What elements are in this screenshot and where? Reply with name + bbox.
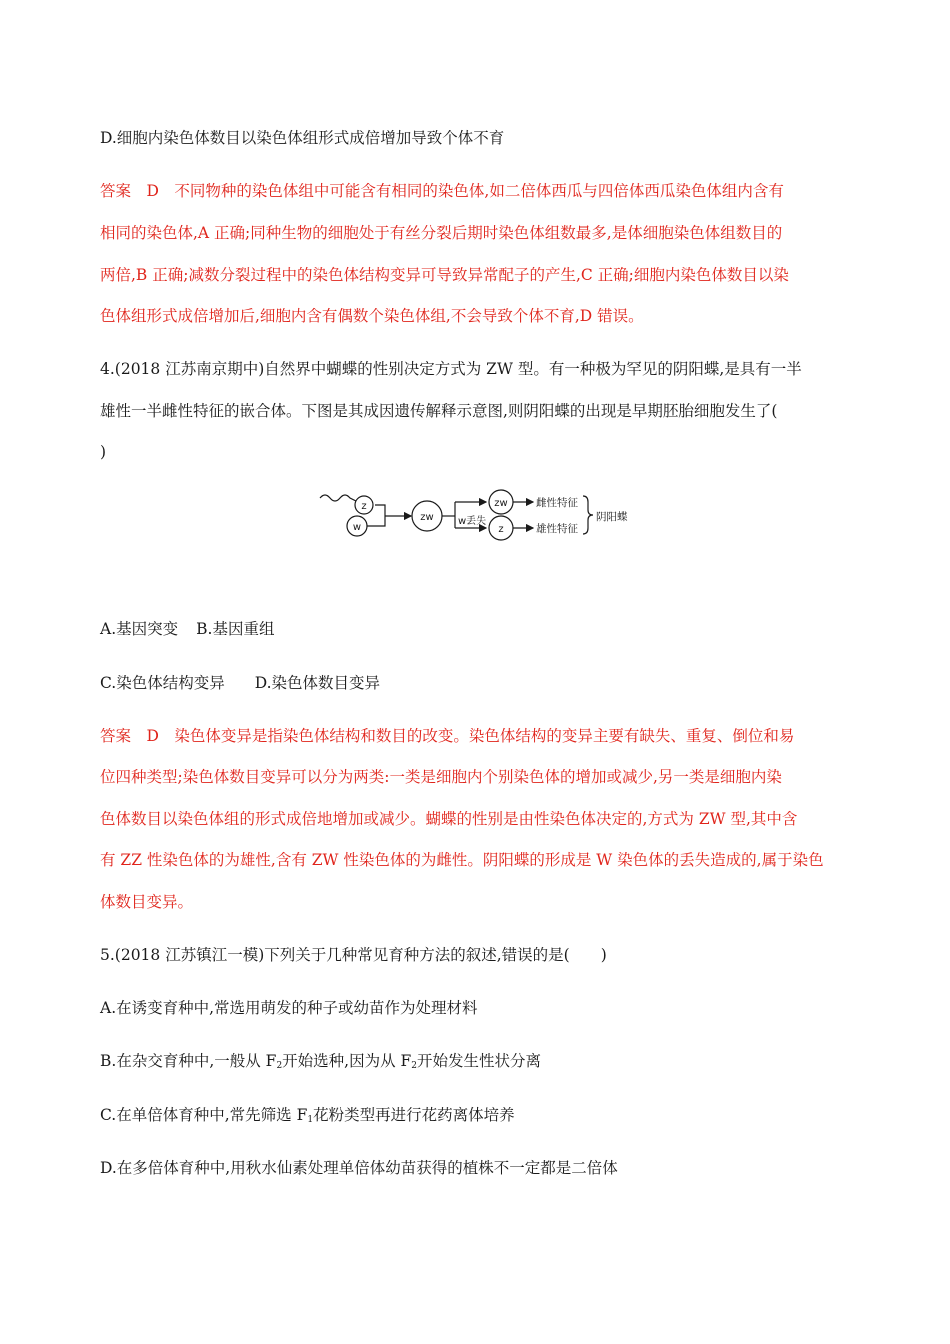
w-lost-label: w丢失 (458, 516, 487, 527)
inheritance-diagram (315, 486, 650, 548)
q3-answer-line: 两倍,B 正确;减数分裂过程中的染色体结构变异可导致异常配子的产生,C 正确;细胞内染色体数目以染 (100, 266, 789, 284)
q5-option-c-part: 花粉类型再进行花药离体培养 (313, 1106, 515, 1124)
gamete-w-label: w (352, 522, 362, 533)
q4-stem-line: ) (100, 443, 107, 461)
q5-option-c-part: C.在单倍体育种中,常先筛选 F (100, 1106, 308, 1124)
gamete-z-label: z (361, 501, 367, 512)
q5-option-b (100, 1051, 860, 1071)
q4-option-a: A.基因突变 (100, 620, 179, 638)
q5-stem: 5.(2018 江苏镇江一模)下列关于几种常见育种方法的叙述,错误的是( ) (100, 946, 607, 964)
q5-option-b-sub: 2 (411, 1061, 418, 1071)
q4-answer-line: 位四种类型;染色体数目变异可以分为两类:一类是细胞内个别染色体的增加或减少,另一类是细胞内染 (100, 768, 782, 786)
q5-option-a: A.在诱变育种中,常选用萌发的种子或幼苗作为处理材料 (100, 999, 478, 1017)
male-trait-label: 雄性特征 (536, 523, 578, 535)
q5-option-c (100, 1105, 860, 1125)
q4-answer-line: 体数目变异。 (100, 893, 194, 911)
q4-stem-line: 4.(2018 江苏南京期中)自然界中蝴蝶的性别决定方式为 ZW 型。有一种极为罕见的阴阳蝶,是具有一半 (100, 360, 802, 378)
q5-option-b-sub: 2 (276, 1061, 283, 1071)
result-brace (583, 496, 593, 534)
q4-option-b: B.基因重组 (196, 620, 275, 638)
q5-option-b-part: 开始发生性状分离 (417, 1052, 542, 1070)
q4-options-ab (100, 619, 860, 639)
sperm-tail (320, 495, 360, 503)
q5-option-b-part: B.在杂交育种中,一般从 F (100, 1052, 277, 1070)
q4-option-c: C.染色体结构变异 (100, 674, 225, 692)
q3-answer-line: 答案 D 不同物种的染色体组中可能含有相同的染色体,如二倍体西瓜与四倍体西瓜染色体组内含有 (100, 182, 784, 200)
q3-option-d: D.细胞内染色体数目以染色体组形式成倍增加导致个体不育 (100, 129, 505, 147)
q4-options-cd (100, 673, 860, 693)
q5-option-b-part: 开始选种,因为从 F (282, 1052, 412, 1070)
zygote-label: zw (420, 512, 434, 523)
q3-answer-line: 相同的染色体,A 正确;同种生物的细胞处于有丝分裂后期时染色体组数最多,是体细胞染色体组数目的 (100, 224, 783, 242)
q4-stem-line: 雄性一半雌性特征的嵌合体。下图是其成因遗传解释示意图,则阴阳蝶的出现是早期胚胎细胞发生了( (100, 402, 778, 420)
q4-answer-line: 答案 D 染色体变异是指染色体结构和数目的改变。染色体结构的变异主要有缺失、重复、倒位和易 (100, 727, 795, 745)
q4-answer-line: 有 ZZ 性染色体的为雄性,含有 ZW 性染色体的为雌性。阴阳蝶的形成是 W 染色体的丢失造成的,属于染色 (100, 851, 824, 869)
result-label: 阴阳蝶 (596, 511, 628, 523)
q4-option-d: D.染色体数目变异 (254, 674, 381, 692)
q3-answer-line: 色体组形式成倍增加后,细胞内含有偶数个染色体组,不会导致个体不育,D 错误。 (100, 307, 644, 325)
q4-answer-line: 色体数目以染色体组的形式成倍地增加或减少。蝴蝶的性别是由性染色体决定的,方式为 ZW 型,其中含 (100, 810, 798, 828)
q5-option-d: D.在多倍体育种中,用秋水仙素处理单倍体幼苗获得的植株不一定都是二倍体 (100, 1159, 618, 1177)
q5-option-c-sub: 1 (307, 1115, 314, 1125)
cell-zw-label: zw (494, 498, 508, 509)
female-trait-label: 雌性特征 (536, 497, 578, 509)
cell-z-label: z (498, 524, 504, 535)
